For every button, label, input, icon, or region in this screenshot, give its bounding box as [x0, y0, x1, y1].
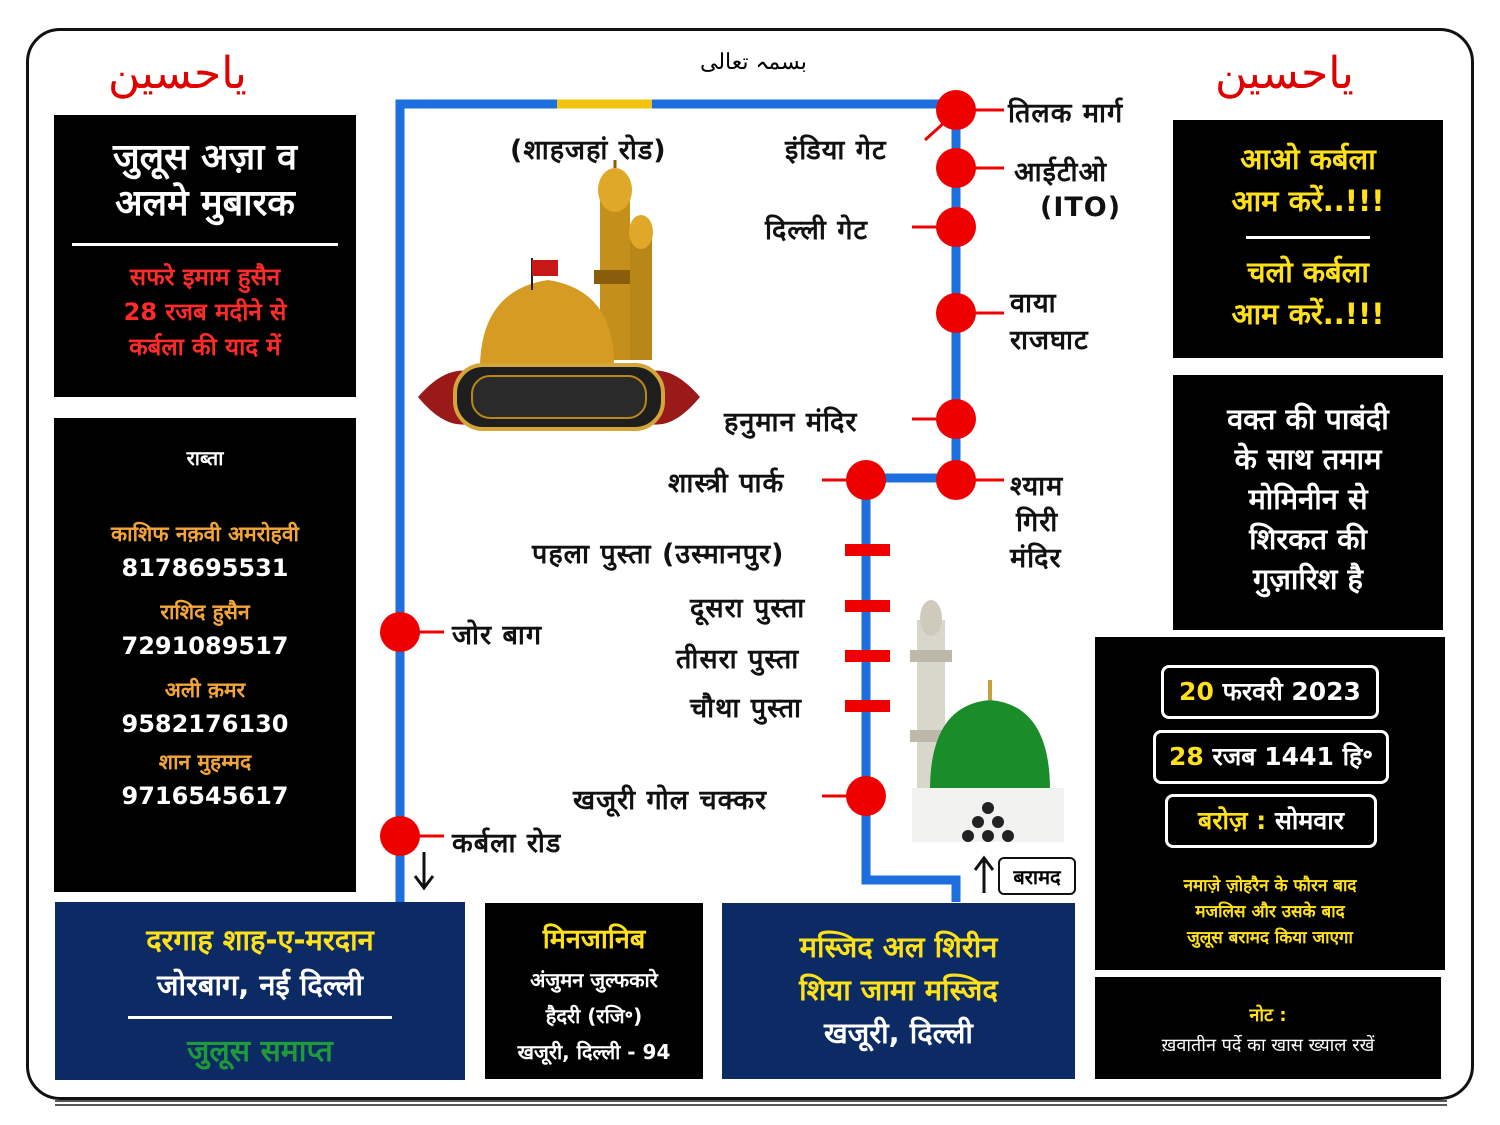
weekday-label: बरोज़ :: [1198, 806, 1267, 835]
label-ito: आईटीओ: [1014, 157, 1108, 188]
contact-name: काशिफ नक़वी अमरोहवी: [111, 522, 299, 546]
label-tilak-marg: तिलक मार्ग: [1008, 98, 1124, 129]
departure-badge: बरामद: [998, 857, 1076, 895]
label-delhi-gate: दिल्ली गेट: [765, 215, 869, 246]
contact-phone: 7291089517: [121, 632, 289, 660]
stop-pusta-4: [845, 700, 890, 712]
start-location: खजूरी, दिल्ली: [824, 1016, 973, 1050]
start-masjid-name: मस्जिद अल शिरीन: [799, 930, 998, 964]
organizer-heading: मिनजानिब: [542, 924, 646, 955]
hijri-month-year: रजब 1441 हि॰: [1212, 742, 1373, 771]
title-line-1: जुलूस अज़ा व: [112, 137, 298, 178]
note-heading: नोट :: [1249, 1005, 1287, 1026]
label-shastri-park: शास्त्री पार्क: [668, 468, 785, 499]
label-pusta-4: चौथा पुस्ता: [690, 693, 803, 724]
bismillah: بسمہ تعالی: [700, 50, 807, 75]
label-jor-bagh: जोर बाग: [452, 620, 543, 651]
slogan-line-3: चलो कर्बला: [1247, 255, 1369, 289]
label-pusta-3: तीसरा पुस्ता: [676, 644, 800, 675]
label-khajuri-chowk: खजूरी गोल चक्कर: [573, 785, 768, 816]
punctuality-line-3: मोमिनीन से: [1248, 482, 1368, 516]
organizer-line-1: अंजुमन जुल्फकारे: [530, 968, 658, 992]
label-mandir: मंदिर: [1010, 543, 1062, 574]
label-pusta-2: दूसरा पुस्ता: [690, 593, 806, 624]
slogan-line-1: आओ कर्बला: [1240, 142, 1376, 176]
stop-khajuri-chowk: [846, 776, 886, 816]
subtitle-line-1: सफरे इमाम हुसैन: [129, 263, 281, 291]
schedule-note-1: नमाज़े ज़ोहरैन के फौरन बाद: [1183, 876, 1357, 896]
procession-ends: जुलूस समाप्त: [187, 1034, 333, 1069]
contact-name: राशिद हुसैन: [160, 600, 250, 624]
ya-hussain-right: یاحسین: [1215, 48, 1354, 99]
end-dargah-name: दरगाह शाह-ए-मरदान: [146, 923, 374, 957]
stop-ito: [936, 148, 976, 188]
contact-phone: 8178695531: [121, 554, 289, 582]
stop-tilak-marg: [936, 90, 976, 130]
date-day-number: 20: [1179, 677, 1214, 706]
green-dome-mosque-icon: [910, 600, 1064, 842]
punctuality-line-1: वक्त की पाबंदी: [1227, 402, 1389, 436]
date-month-year: फरवरी 2023: [1222, 677, 1361, 706]
note-text: ख़वातीन पर्दे का खास ख्याल रखें: [1161, 1035, 1375, 1056]
punctuality-line-5: गुज़ारिश है: [1253, 562, 1363, 596]
organizer-line-3: खजूरी, दिल्ली - 94: [517, 1040, 671, 1064]
stop-shyam-giri-mandir: [936, 460, 976, 500]
contact-phone: 9582176130: [121, 710, 289, 738]
start-masjid-subname: शिया जामा मस्जिद: [799, 973, 998, 1007]
slogan-line-4: आम करें..!!!: [1231, 297, 1385, 331]
label-via: वाया: [1010, 288, 1057, 319]
subtitle-line-3: कर्बला की याद में: [129, 333, 281, 361]
stop-rajghat: [936, 293, 976, 333]
stop-hanuman-mandir: [936, 399, 976, 439]
stop-pusta-2: [845, 600, 890, 612]
label-shahjahan-road: (शाहजहां रोड): [510, 135, 667, 166]
punctuality-line-4: शिरकत की: [1249, 522, 1367, 556]
stop-shastri-park: [846, 460, 886, 500]
end-location: जोरबाग, नई दिल्ली: [157, 968, 363, 1002]
stop-delhi-gate: [936, 207, 976, 247]
label-karbala-road: कर्बला रोड: [452, 828, 562, 859]
stop-jor-bagh: [380, 612, 420, 652]
label-ito-english: (ITO): [1040, 192, 1122, 223]
organizer-line-2: हैदरी (रजि॰): [545, 1004, 643, 1028]
schedule-note-2: मजलिस और उसके बाद: [1195, 902, 1345, 922]
contact-name: शान मुहम्मद: [158, 750, 252, 774]
ya-hussain-left: یاحسین: [108, 48, 247, 99]
contact-name: अली क़मर: [164, 678, 246, 702]
punctuality-line-2: के साथ तमाम: [1234, 442, 1382, 476]
label-india-gate: इंडिया गेट: [785, 135, 887, 166]
title-line-2: अलमे मुबारक: [115, 183, 295, 224]
stop-karbala-road: [380, 816, 420, 856]
slogan-line-2: आम करें..!!!: [1231, 184, 1385, 218]
contacts-heading: राब्ता: [186, 446, 224, 470]
weekday-value: सोमवार: [1275, 806, 1344, 835]
shrine-illustration-icon: [418, 160, 700, 429]
label-giri: गिरी: [1016, 507, 1059, 538]
stop-pusta-1: [845, 544, 890, 556]
label-hanuman-mandir: हनुमान मंदिर: [724, 407, 858, 438]
stop-pusta-3: [845, 650, 890, 662]
subtitle-line-2: 28 रजब मदीने से: [123, 298, 287, 326]
label-rajghat: राजघाट: [1010, 325, 1089, 356]
label-pusta-1: पहला पुस्ता (उस्मानपुर): [532, 539, 785, 570]
hijri-day-number: 28: [1169, 742, 1204, 771]
label-shyam: श्याम: [1010, 471, 1064, 502]
schedule-note-3: जुलूस बरामद किया जाएगा: [1187, 928, 1353, 948]
contact-phone: 9716545617: [121, 782, 289, 810]
